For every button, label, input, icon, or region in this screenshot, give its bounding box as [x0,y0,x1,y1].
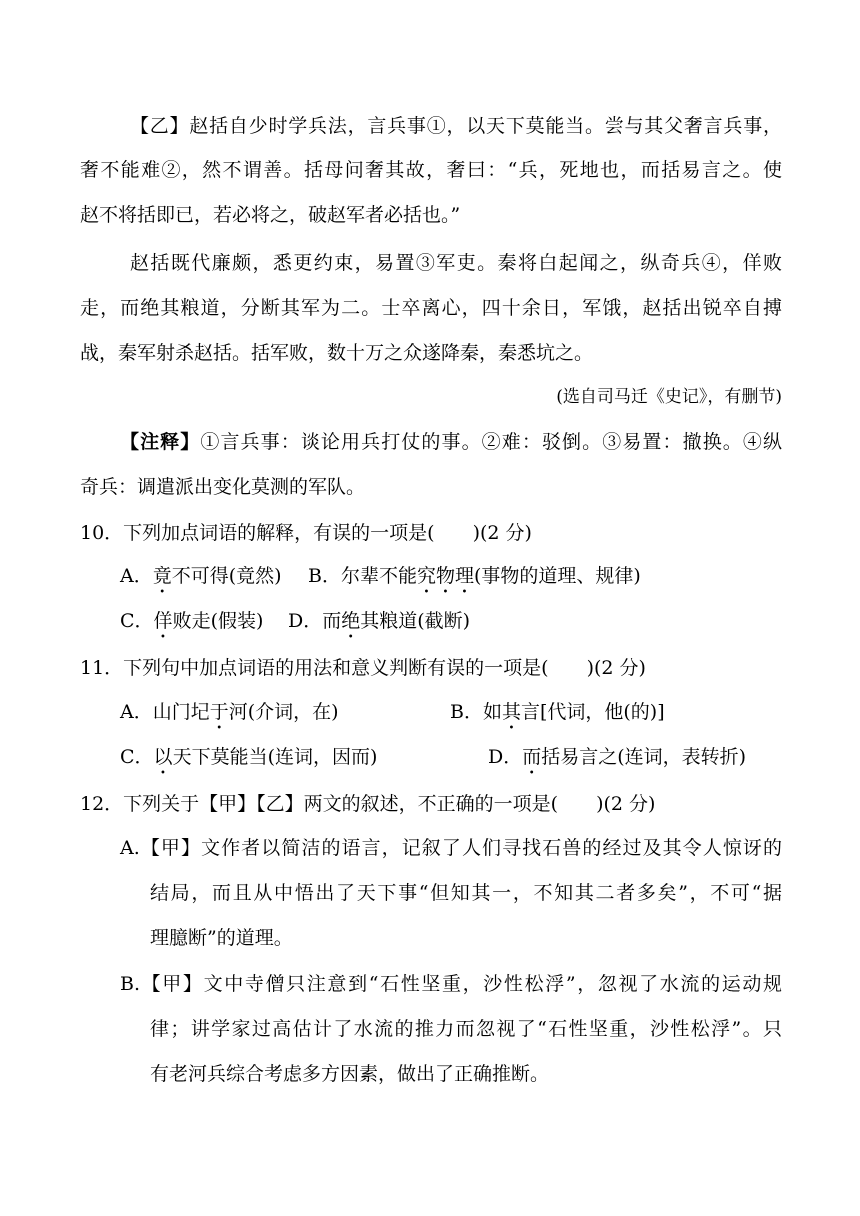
q11-option-a [120,700,339,734]
dotted-word: 竟 [152,565,172,587]
option-text: (事物的道理、规律) [473,565,641,587]
q12-option-a-line: A.【甲】文作者以简洁的语言，记叙了人们寻找石兽的经过及其令人惊讶的 [120,837,782,859]
q11-option-c [120,745,377,779]
dotted-word: 而 [522,746,542,768]
passage-line: 战，秦军射杀赵括。括军败，数十万之众遂降秦，秦悉坑之。 [80,342,594,364]
q12-option-b-line: B.【甲】文中寺僧只注意到“石性坚重，沙性松浮”，忽视了水流的运动规 [120,973,782,995]
option-label: A． [120,565,153,587]
q10-option-d [288,609,470,643]
dotted-word: 于 [209,701,229,723]
dotted-word: 绝 [341,610,361,632]
option-label: B．尔辈不能 [308,565,417,587]
option-text: 天下莫能当(连词，因而) [172,746,378,768]
q12-option-b-line: 律；讲学家过高估计了水流的推力而忽视了“石性坚重，沙性松浮”。只 [150,1018,782,1040]
option-label: D．而 [288,610,342,632]
dotted-word: 究物理 [416,565,474,587]
option-text: 河(介词，在) [228,701,339,723]
dotted-word: 以 [153,746,173,768]
q12-option-a-line: 理臆断”的道理。 [150,927,293,949]
option-text: 括易言之(连词，表转折) [541,746,747,768]
question-10-stem: 10．下列加点词语的解释，有误的一项是( )(2 分) [80,522,532,544]
notes-label: 【注释】 [120,431,201,453]
q11-option-b [450,700,665,734]
q12-option-a-line: 结局，而且从中悟出了天下事“但知其一，不知其二者多矣”，不可“据 [150,882,782,904]
passage-line: 奢不能难②，然不谓善。括母问奢其故，奢曰：“兵，死地也，而括易言之。使 [80,159,782,181]
question-12-stem: 12．下列关于【甲】【乙】两文的叙述，不正确的一项是( )(2 分) [80,793,656,815]
option-text: 言[代词，他(的)] [520,701,665,723]
dotted-word: 佯 [153,610,173,632]
source-citation: (选自司马迁《史记》，有删节) [556,387,782,407]
passage-line: 赵不将括即已，若必将之，破赵军者必括也。” [80,204,461,226]
option-label: C． [120,610,154,632]
option-label: B．如 [450,701,502,723]
notes-line: 奇兵：调遣派出变化莫测的军队。 [80,476,366,498]
q11-option-d [488,745,746,779]
option-label: C． [120,746,154,768]
option-label: D． [488,746,523,768]
option-text: 败走(假装) [172,610,264,632]
passage-line: 走，而绝其粮道，分断其军为二。士卒离心，四十余日，军饿，赵括出锐卒自搏 [80,297,782,319]
passage-line: 赵括既代廉颇，悉更约束，易置③军吏。秦将白起闻之，纵奇兵④，佯败 [130,252,782,274]
passage-line: 【乙】赵括自少时学兵法，言兵事①，以天下莫能当。尝与其父奢言兵事， [130,115,782,137]
notes-text: ①言兵事：谈论用兵打仗的事。②难：驳倒。③易置：撤换。④纵 [200,431,782,453]
option-text: 不可得(竟然) [171,565,282,587]
q10-option-b [308,564,641,598]
question-11-stem: 11．下列句中加点词语的用法和意义判断有误的一项是( )(2 分) [80,657,646,679]
q12-option-b-line: 有老河兵综合考虑多方因素，做出了正确推断。 [150,1063,550,1085]
q10-option-a [120,564,282,598]
dotted-word: 其 [501,701,521,723]
q10-option-c [120,609,263,643]
option-label: A．山门圮 [120,701,210,723]
option-text: 其粮道(截断) [360,610,471,632]
notes-line [120,430,782,454]
